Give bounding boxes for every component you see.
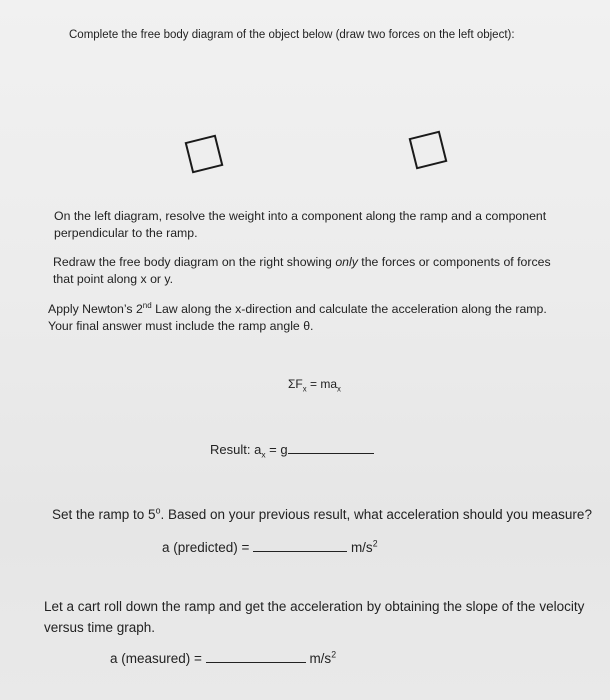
measured-label: a (measured) =: [110, 651, 206, 666]
result-label: Result: a: [210, 442, 262, 457]
degree-symbol: o: [155, 505, 161, 516]
predicted-unit: m/s: [350, 540, 373, 555]
predicted-line: [162, 539, 378, 556]
redraw-emphasis: only: [335, 255, 358, 269]
measured-answer-blank[interactable]: [206, 650, 306, 663]
set-ramp-text-a: Set the ramp to 5: [52, 507, 156, 522]
result-line: [210, 441, 374, 458]
newton-line-2: Your final answer must include the ramp angle θ.: [48, 319, 314, 333]
result-mid: = g: [265, 442, 288, 457]
show-through-text: [85, 86, 565, 124]
newton-instruction: [48, 301, 578, 335]
set-ramp-instruction: [52, 506, 592, 523]
resolve-line-1: On the left diagram, resolve the weight into a component along the ramp and a component: [54, 209, 547, 223]
redraw-text-b: the forces or components of forces: [357, 255, 551, 269]
equation-lhs: ΣF: [288, 377, 303, 391]
newton-text-a: Apply Newton’s 2: [48, 302, 143, 316]
newton-text-b: Law along the x-direction and calculate the acceleration along the ramp.: [151, 302, 547, 316]
measured-unit-sup: 2: [331, 649, 337, 660]
result-sub: x: [261, 449, 266, 460]
predicted-label: a (predicted) =: [162, 540, 254, 555]
predicted-unit-sup: 2: [372, 538, 378, 549]
left-object-box: [185, 135, 224, 174]
set-ramp-text-b: . Based on your previous result, what acceleration should you measure?: [160, 507, 592, 522]
measured-line: [110, 650, 336, 667]
right-object-box: [409, 131, 448, 170]
resolve-line-2: perpendicular to the ramp.: [54, 226, 198, 240]
resolve-instruction: [54, 208, 564, 242]
equation-lhs-sub: x: [302, 384, 307, 394]
equation-rhs-sub: x: [337, 384, 341, 394]
cart-instruction: Let a cart roll down the ramp and get the acceleration by obtaining the slope of the velocity versus time graph.: [44, 599, 585, 635]
redraw-line-2: that point along x or y.: [53, 272, 174, 286]
newton-ordinal: nd: [142, 300, 152, 310]
redraw-text-a: Redraw the free body diagram on the right showing: [53, 255, 336, 269]
predicted-answer-blank[interactable]: [253, 539, 347, 552]
measured-unit: m/s: [309, 651, 332, 666]
newton-equation: [288, 376, 341, 393]
redraw-instruction: [53, 254, 568, 288]
instruction-title: Complete the free body diagram of the object below (draw two forces on the left object):: [69, 29, 515, 41]
result-answer-blank[interactable]: [288, 441, 374, 454]
equation-mid: = ma: [306, 377, 338, 391]
